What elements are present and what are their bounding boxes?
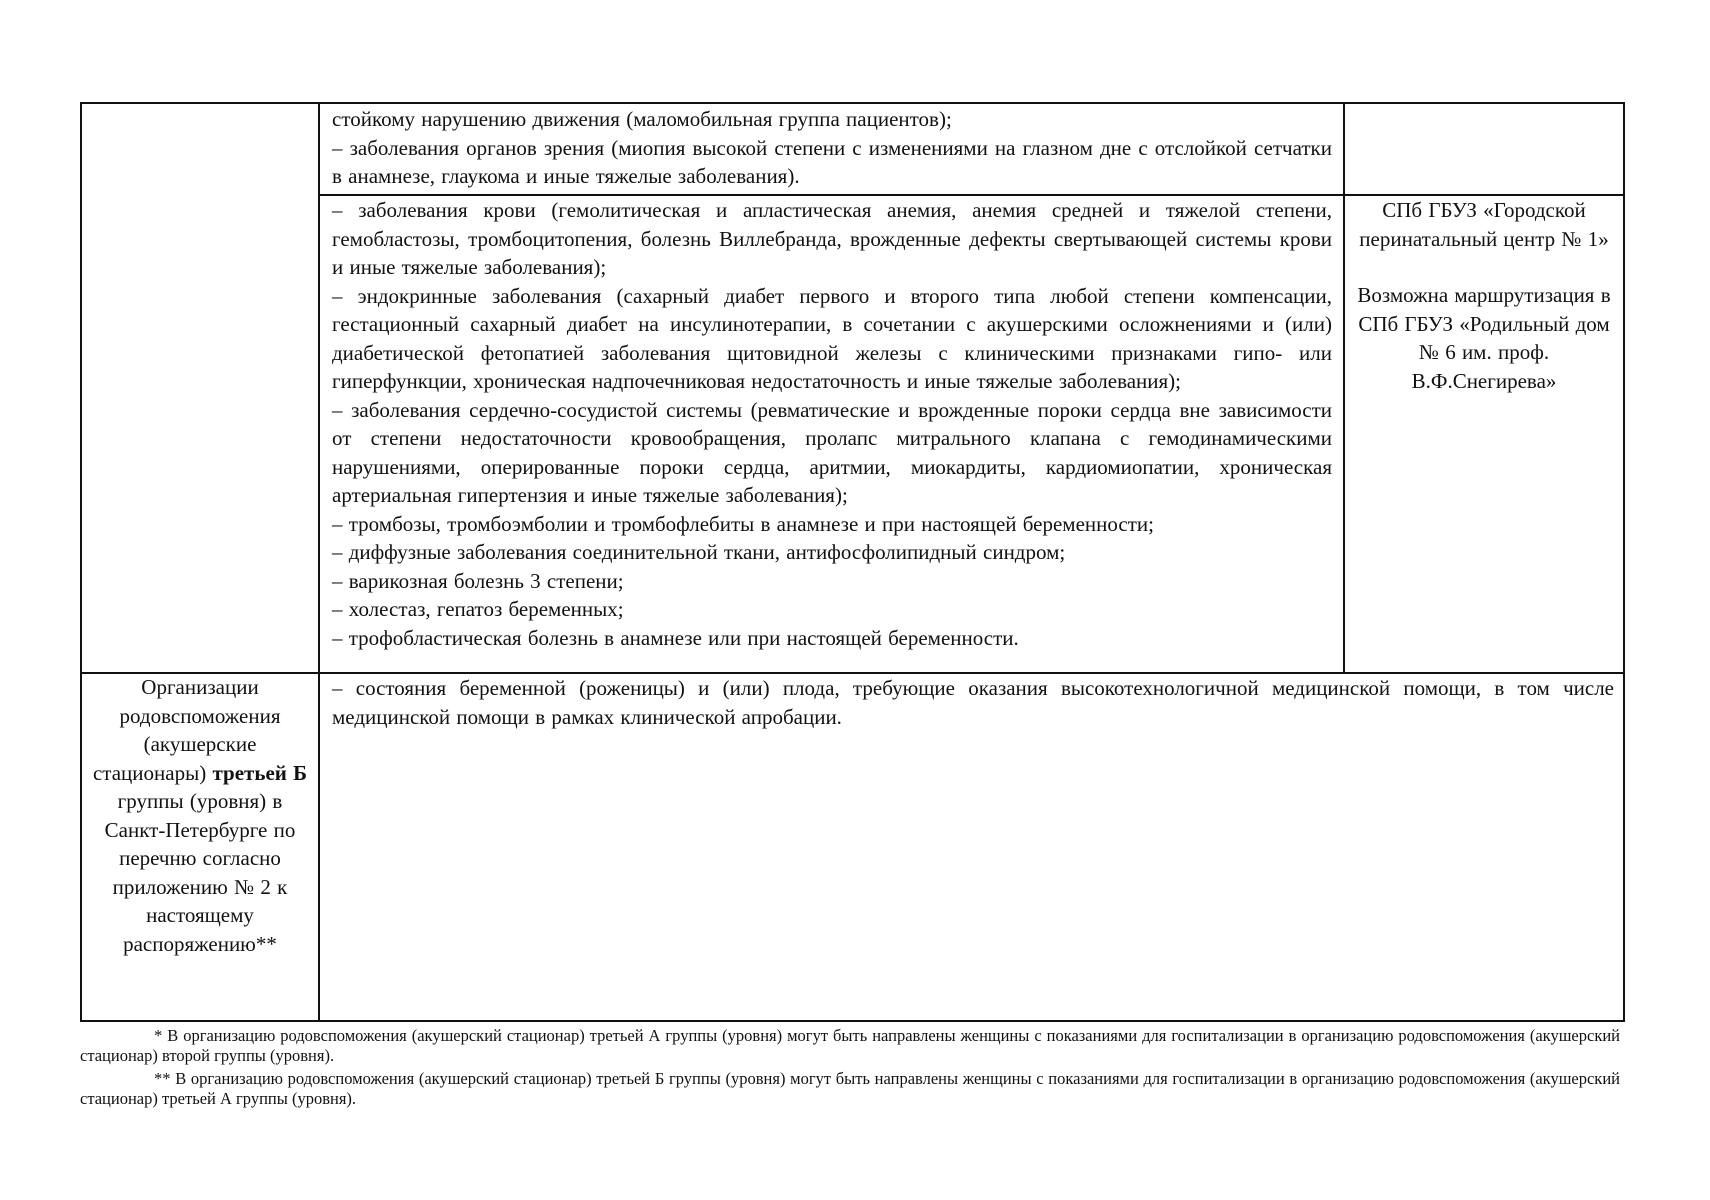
footnotes (80, 1026, 1620, 1112)
spacer (1352, 253, 1616, 281)
row3-criteria-cell (332, 674, 1614, 731)
row2-destination-cell (1352, 196, 1616, 395)
table-border-left (80, 102, 82, 1022)
footnote-1: * В организацию родовспоможения (акушерский стационар) третьей А группы (уровня) могут быть направлены женщины с показаниями для госпитализации в организацию родовспоможения (акушерский стационар) второй группы (уровня). (80, 1026, 1620, 1065)
criteria-item-cardiovascular: – заболевания сердечно-сосудистой системы (ревматические и врожденные пороки сердца вне зависимости от степени недостаточности кровообращения, пролапс митрального клапана с гемодинамическими нарушениями, оперированные пороки сердца, аритмии, миокардиты, кардиомиопатии, хроническая артериальная гипертензия и иные тяжелые заболевания); (332, 397, 1332, 507)
table-border-bottom (80, 1020, 1625, 1022)
footnote-2: ** В организацию родовспоможения (акушерский стационар) третьей Б группы (уровня) могут быть направлены женщины с показаниями для госпитализации в организацию родовспоможения (акушерский стационар) третьей А группы (уровня). (80, 1069, 1620, 1108)
organization-text-part3: в Санкт-Петербурге по перечню согласно приложению № 2 к настоящему распоряжению** (104, 789, 296, 956)
row1-criteria-line: стойкому нарушению движения (маломобильная группа пациентов); (332, 107, 952, 131)
criteria-item-thrombosis: – тромбозы, тромбоэмболии и тромбофлебиты в анамнезе и при настоящей беременности; (332, 511, 1154, 536)
routing-table (80, 102, 1625, 1022)
criteria-item-trophoblastic: – трофобластическая болезнь в анамнезе или при настоящей беременности. (332, 625, 1019, 650)
criteria-item-endocrine: – эндокринные заболевания (сахарный диабет первого и второго типа любой степени компенсации, гестационный сахарный диабет на инсулинотерапии, в сочетании с акушерскими осложнениями и (или) диабетической фетопатией заболевания щитовидной железы с клиническими признаками гипо- или гиперфункции, хроническая надпочечниковая недостаточность и иные тяжелые заболевания); (332, 283, 1332, 393)
organization-text-part2: группы (уровня) (117, 789, 267, 813)
criteria-item-high-tech: – состояния беременной (роженицы) и (или) плода, требующие оказания высокотехнологичной медицинской помощи, в том числе медицинской помощи в рамках клинической апробации. (332, 676, 1614, 729)
destination-alternative: Возможна маршрутизация в СПб ГБУЗ «Родильный дом № 6 им. проф. В.Ф.Снегирева» (1357, 283, 1611, 393)
row1-criteria-line: – заболевания органов зрения (миопия высокой степени с изменениями на глазном дне с отслойкой сетчатки в анамнезе, глаукома и иные тяжелые заболевания). (332, 135, 1332, 188)
criteria-item-varicose: – варикозная болезнь 3 степени; (332, 568, 624, 593)
organization-text-part1: Организации родовспоможения (акушерские стационары) (92, 675, 281, 785)
destination-main: СПб ГБУЗ «Городской перинатальный центр № 1» (1359, 198, 1609, 251)
column-divider-1 (318, 102, 320, 1022)
row1-criteria-cell (332, 105, 1332, 191)
column-divider-2 (1343, 102, 1345, 674)
criteria-item-cholestasis: – холестаз, гепатоз беременных; (332, 597, 624, 621)
table-border-top (80, 102, 1625, 104)
criteria-item-blood: – заболевания крови (гемолитическая и апластическая анемия, анемия средней и тяжелой степени, гемобластозы, тромбоцитопения, болезнь Виллебранда, врожденные дефекты свертывающей системы крови и иные тяжелые заболевания); (332, 198, 1332, 279)
criteria-item-connective-tissue: – диффузные заболевания соединительной ткани, антифосфолипидный синдром; (332, 540, 1066, 564)
row2-criteria-cell (332, 196, 1332, 652)
row3-organization-cell (86, 673, 314, 958)
table-border-right (1623, 102, 1625, 1022)
organization-level-bold: третьей Б (212, 760, 307, 785)
